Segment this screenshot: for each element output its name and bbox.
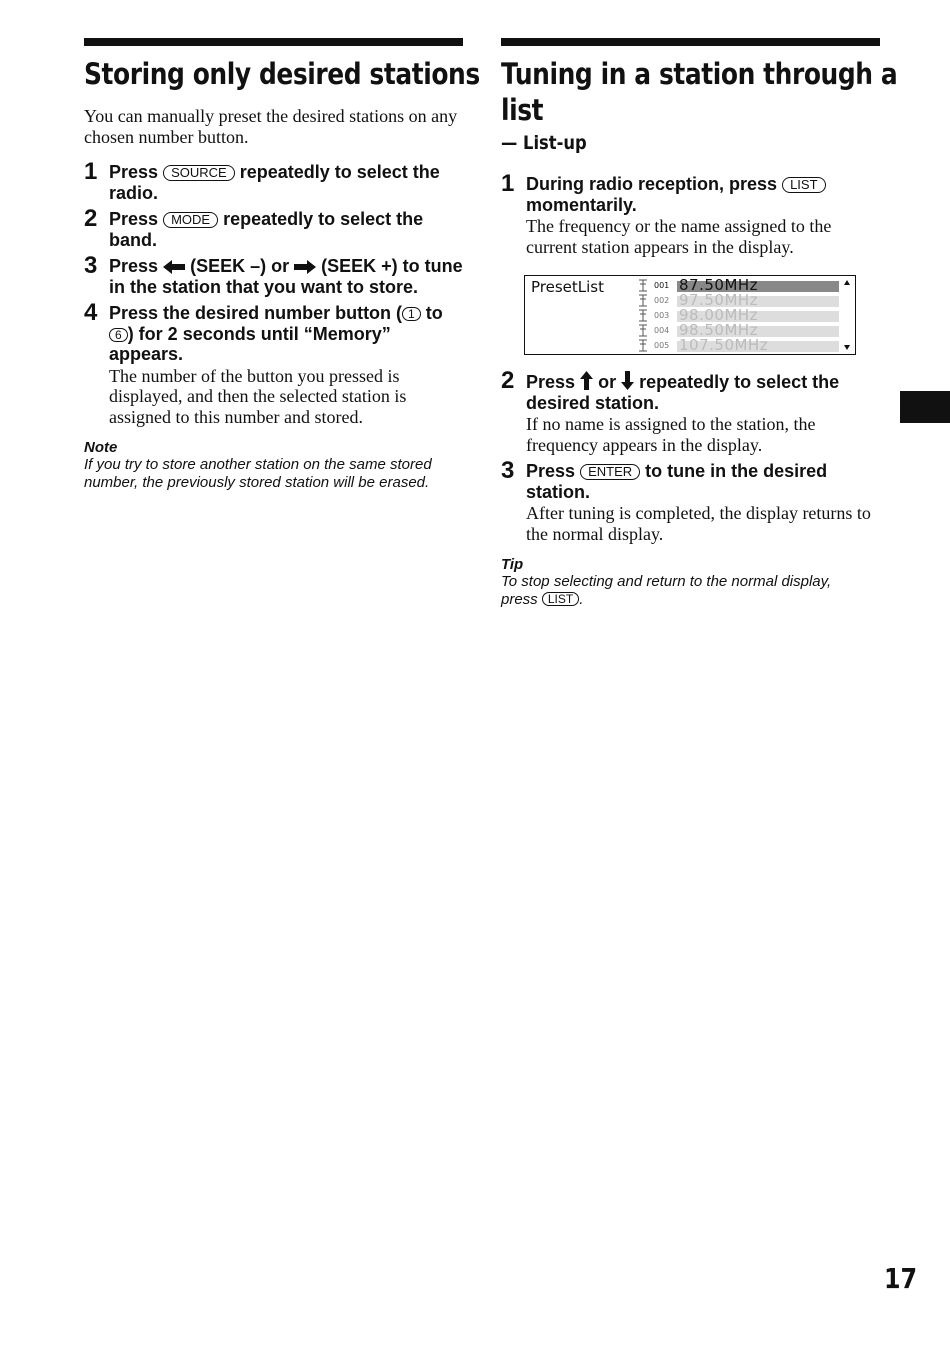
number-button-1: 1 [402, 307, 421, 321]
step-description: The number of the button you pressed is displayed, and then the selected station is assigned to this number and stored. [109, 365, 407, 427]
step-1 [84, 158, 463, 203]
step-text: Press the desired number button ( [109, 303, 403, 323]
right-column [501, 38, 898, 609]
step-text: repeatedly to select the radio. [109, 162, 440, 203]
preset-number: 003 [654, 311, 670, 320]
preset-frequency: 98.00MHz [679, 306, 759, 324]
step-text: During radio reception, press [526, 174, 778, 194]
step-text: repeatedly to select the band. [109, 209, 424, 250]
arrow-left-icon [163, 260, 185, 274]
tip-line-2: press [501, 591, 538, 608]
step-text: (SEEK +) to tune in the station that you want to store. [109, 256, 463, 297]
enter-button: ENTER [580, 464, 640, 480]
step-number: 3 [84, 252, 98, 279]
antenna-icon [637, 294, 649, 307]
arrow-down-icon [621, 371, 634, 390]
display-title: PresetList [531, 278, 604, 296]
step-text: to tune in the desired station. [526, 461, 828, 502]
page-number: 17 [884, 1262, 918, 1295]
tip-text [501, 573, 880, 609]
section-subtitle: — List-up [501, 132, 587, 154]
step-description: After tuning is completed, the display returns to the normal display. [526, 503, 871, 544]
step-number: 1 [84, 158, 98, 185]
title-line-1: Tuning in a station through a [501, 57, 898, 91]
antenna-icon [637, 339, 649, 352]
preset-frequency: 87.50MHz [679, 276, 759, 294]
step-text: or [598, 372, 617, 392]
arrow-right-icon [294, 260, 316, 274]
step-text: to [425, 303, 443, 323]
preset-number: 001 [654, 281, 670, 290]
step-1 [501, 170, 880, 257]
step-text: Press [526, 461, 576, 481]
arrow-up-icon [580, 371, 593, 390]
preset-number: 004 [654, 326, 670, 335]
left-column [84, 38, 480, 492]
step-text: Press [109, 209, 159, 229]
antenna-icon [637, 324, 649, 337]
heading-rule [501, 38, 880, 46]
step-description: If no name is assigned to the station, the frequency appears in the display. [526, 414, 816, 455]
step-2 [501, 367, 880, 455]
preset-frequency: 98.50MHz [679, 321, 759, 339]
step-4 [84, 299, 463, 427]
preset-list-display [524, 275, 856, 355]
mode-button: MODE [163, 212, 218, 228]
step-text: Press [109, 162, 159, 182]
step-description: The frequency or the name assigned to the current station appears in the display. [526, 216, 832, 257]
scroll-up-icon [844, 280, 850, 285]
preset-frequency: 97.50MHz [679, 291, 759, 309]
tip-period: . [579, 591, 584, 608]
tip-line-1: To stop selecting and return to the normal display, [501, 573, 832, 590]
step-3 [84, 252, 463, 297]
step-text: Press [526, 372, 576, 392]
step-text: Press [109, 256, 159, 276]
title-line-2: list [501, 93, 544, 127]
step-text: (SEEK –) or [190, 256, 290, 276]
step-text: ) for 2 seconds until “Memory” appears. [109, 323, 391, 364]
scroll-down-icon [844, 345, 850, 350]
heading-rule [84, 38, 463, 46]
note-label: Note [84, 439, 118, 456]
section-title [501, 56, 898, 128]
preset-number: 005 [654, 341, 670, 350]
preset-frequency: 107.50MHz [679, 336, 769, 354]
preset-row [637, 336, 847, 354]
step-number: 4 [84, 299, 98, 326]
step-3 [501, 457, 880, 544]
step-number: 2 [84, 205, 98, 232]
list-button: LIST [782, 177, 825, 193]
step-2 [84, 205, 463, 250]
step-text: repeatedly to select the desired station. [526, 372, 840, 413]
step-number: 1 [501, 170, 515, 197]
tip-label: Tip [501, 556, 524, 573]
step-text: momentarily. [526, 194, 637, 215]
step-number: 2 [501, 367, 515, 394]
list-button: LIST [542, 592, 579, 606]
section-title: Storing only desired stations [84, 57, 480, 91]
step-number: 3 [501, 457, 515, 484]
source-button: SOURCE [163, 165, 235, 181]
chapter-tab [900, 391, 950, 423]
note-text: If you try to store another station on the same stored number, the previously stored station will be erased. [84, 456, 432, 491]
intro-text: You can manually preset the desired stations on any chosen number button. [84, 106, 458, 147]
antenna-icon [637, 279, 649, 292]
antenna-icon [637, 309, 649, 322]
number-button-6: 6 [109, 328, 128, 342]
preset-number: 002 [654, 296, 670, 305]
